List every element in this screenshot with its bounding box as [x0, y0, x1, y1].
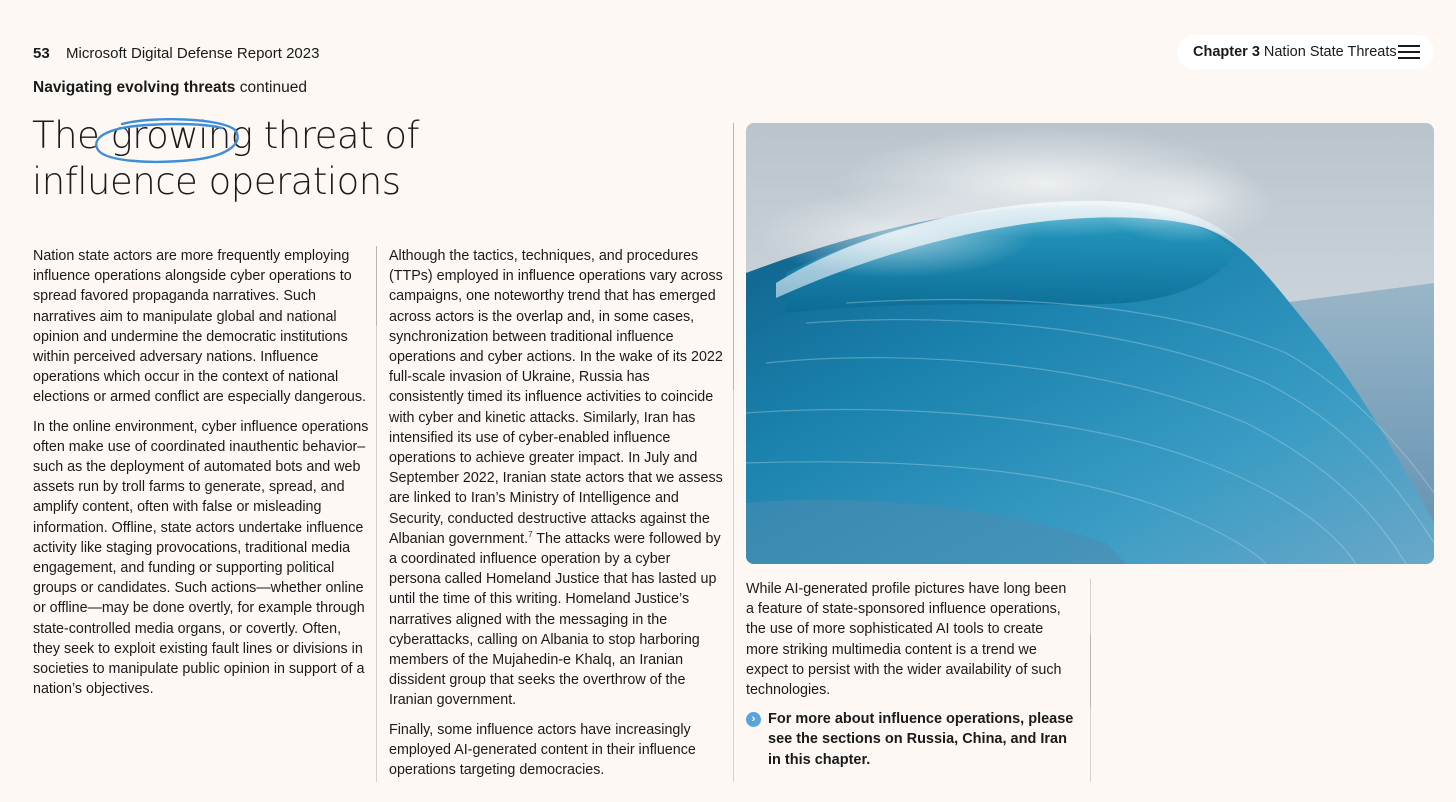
caption-column [746, 579, 1076, 770]
title-part-before: The [32, 114, 111, 157]
chevron-right-circle-icon: › [746, 712, 761, 727]
section-heading-continued: continued [239, 79, 307, 96]
col2-paragraph-1 [389, 246, 723, 711]
chapter-label: Chapter 3 [1193, 44, 1260, 60]
col3-paragraph: While AI-generated profile pictures have long been a feature of state-sponsored influence operations, the use of more sophisticated AI tools to create more striking multimedia content is a trend we expect to persist with the wider availability of such technologies. [746, 581, 1067, 699]
col2-paragraph-2: Finally, some influence actors have increasingly employed AI-generated content in their influence operations targeting democracies. [389, 721, 696, 779]
col1-paragraph-1: Nation state actors are more frequently employing influence operations alongside cyber operations to spread favored propaganda narratives. Such narratives aim to manipulate global and national opinion and undermine the democratic institutions within perceived adversary nations. Influence operations which occur in the context of national elections or armed conflict are especially dangerous. [33, 248, 366, 406]
page-number: 53 [33, 45, 50, 62]
column-divider-2-accent [733, 123, 734, 390]
more-info-link-text[interactable]: For more about influence operations, please see the sections on Russia, China, and Iran in this chapter. [768, 711, 1074, 768]
column-divider-3-accent [1090, 635, 1091, 707]
col2-paragraph-1-part-a: Although the tactics, techniques, and procedures (TTPs) employed in influence operations vary across campaigns, one noteworthy trend that has emerged across actors is the overlap and, in some cases, synchronization between traditional influence operations and cyber actions. In the wake of its 2022 full-scale invasion of Ukraine, Russia has consistently timed its influence activities to coincide with cyber and kinetic attacks. Similarly, Iran has intensified its use of cyber-enabled influence operations to achieve greater impact. In July and September 2022, Iranian state actors that we assess are linked to Iran’s Ministry of Intelligence and Security, conducted destructive attacks against the Albanian government. [389, 248, 723, 547]
ocean-wave-image [746, 123, 1434, 564]
chapter-title: Nation State Threats [1263, 44, 1397, 60]
body-column-1 [33, 246, 369, 708]
hamburger-menu-icon[interactable] [1398, 45, 1420, 59]
column-divider-1-accent [376, 246, 377, 326]
chapter-navigation-pill[interactable] [1177, 35, 1434, 69]
title-part-after: threat of [252, 114, 420, 157]
col2-paragraph-1-part-b: The attacks were followed by a coordinated influence operation by a cyber persona called Homeland Justice that has lasted up until the time of this writing. Homeland Justice’s narratives aligned with the messaging in the cyberattacks, calling on Albania to stop harboring members of the Mujahedin-e Khalq, an Iranian dissident group that seeks the overthrow of the Iranian government. [389, 530, 721, 709]
column-divider-1 [376, 246, 377, 782]
report-title: Microsoft Digital Defense Report 2023 [66, 45, 320, 62]
footnote-marker[interactable]: 7 [528, 530, 533, 540]
title-highlight-word: growing [110, 114, 253, 157]
title-line-2: influence operations [32, 160, 401, 203]
body-column-2 [389, 246, 723, 789]
page-title [32, 113, 452, 205]
col1-paragraph-2: In the online environment, cyber influence operations often make use of coordinated inauthentic behavior–such as the deployment of automated bots and web assets run by troll farms to generate, spread, and amplify content, often with false or misleading information. Offline, state actors undertake influence activity like staging provocations, traditional media engagement, and funding or supporting political groups or candidates. Such actions—whether online or offline—may be done overtly, for example through state-controlled media organs, or covertly. Often, they seek to exploit existing fault lines or divisions in societies to manipulate public opinion in support of a nation’s objectives. [33, 418, 369, 698]
more-info-link[interactable] [746, 709, 1076, 770]
section-heading-bold: Navigating evolving threats [33, 79, 236, 96]
section-heading [33, 79, 307, 97]
